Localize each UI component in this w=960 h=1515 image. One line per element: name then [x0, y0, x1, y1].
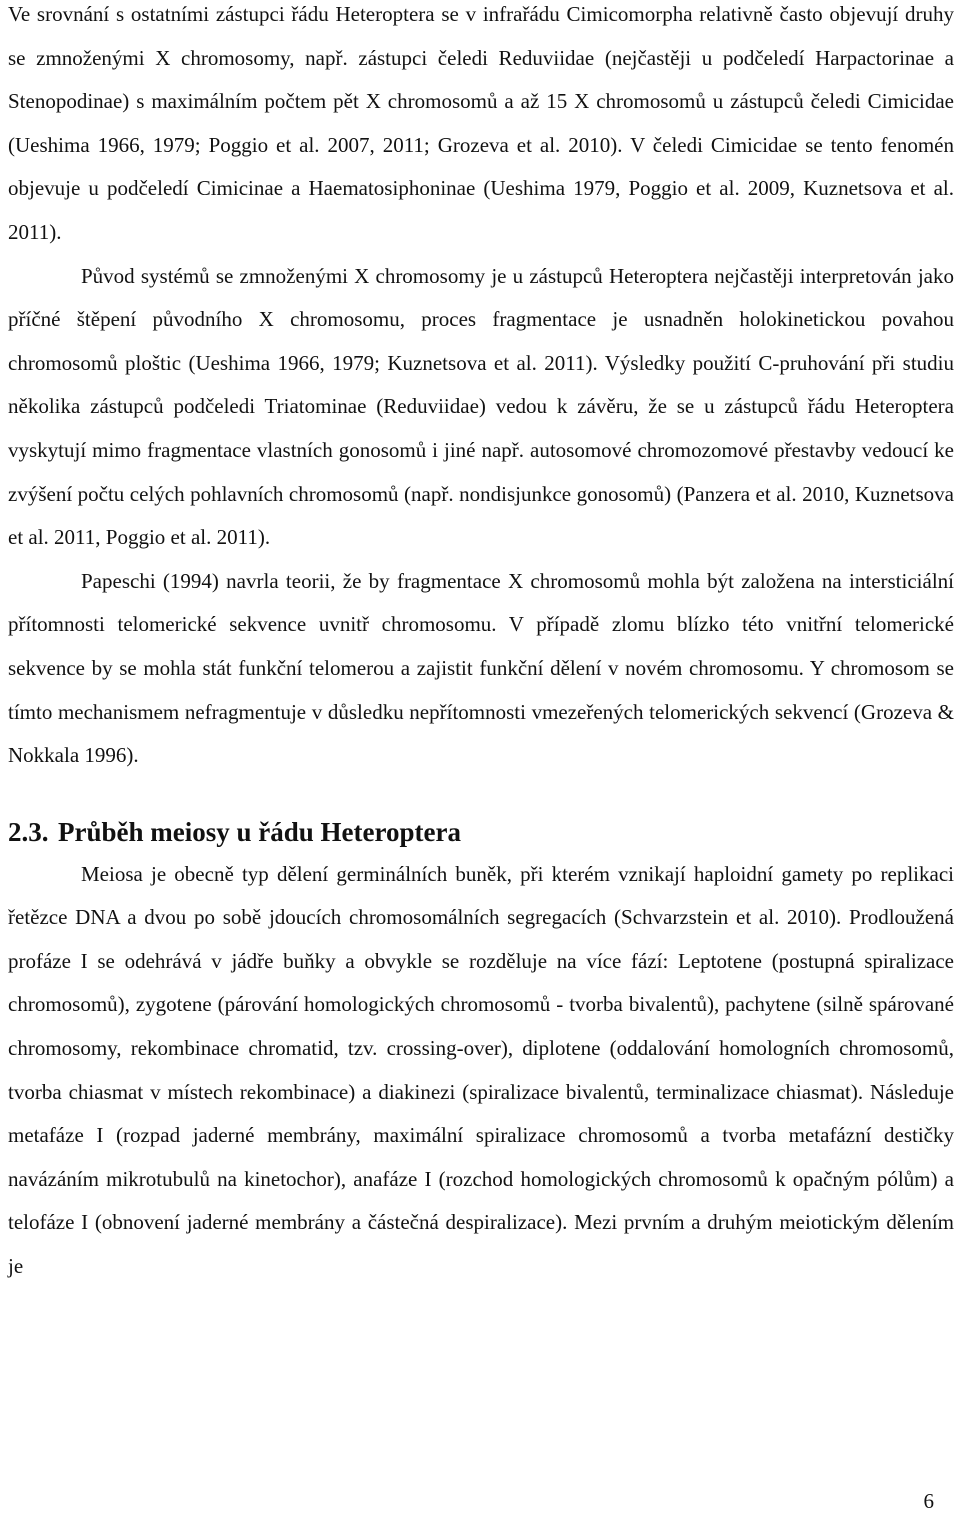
paragraph-meiosis: Meiosa je obecně typ dělení germinálních buněk, při kterém vznikají haploidní gamety po replikaci řetězce DNA a dvou po sobě jdoucích chromosomálních segregacích (Schvarzstein et al. 2010). Prodloužená profáze I se odehrává v jádře buňky a obvykle se rozděluje na více fází: Leptotene (postupná spiralizace chromosomů), zygotene (párování homologických chromosomů - tvorba bivalentů), pachytene (silně spárované chromosomy, rekombinace chromatid, tzv. crossing-over), diplotene (oddalování homologních chromosomů, tvorba chiasmat v místech rekombinace) a diakinezi (spiralizace bivalentů, terminalizace chiasmat). Následuje metafáze I (rozpad jaderné membrány, maximální spiralizace chromosomů a tvorba metafázní destičky navázáním mikrotubulů na kinetochor), anafáze I (rozchod homologických chromosomů k opačným pólům) a telofáze I (obnovení jaderné membrány a částečná despiralizace). Mezi prvním a druhým meiotickým dělením je — [8, 861, 954, 1279]
section-number: 2.3. — [8, 816, 49, 847]
paragraph-papeschi-theory: Papeschi (1994) navrla teorii, že by fragmentace X chromosomů mohla být založena na intersticiální přítomnosti telomerické sekvence uvnitř chromosomu. V případě zlomu blízko této vnitřní telomerické sekvence by se mohla stát funkční telomerou a zajistit funkční dělení v novém chromosomu. Y chromosom se tímto mechanismem nefragmentuje v důsledku nepřítomnosti vmezeřených telomerických sekvencí (Grozeva & Nokkala 1996). — [8, 568, 954, 768]
section-heading — [8, 811, 954, 853]
section-title: Průběh meiosy u řádu Heteroptera — [58, 816, 461, 847]
document-page — [8, 0, 954, 1289]
paragraph-origin-of-multiple-x: Původ systémů se zmnoženými X chromosomy je u zástupců Heteroptera nejčastěji interpretován jako příčné štěpení původního X chromosomu, proces fragmentace je usnadněn holokinetickou povahou chromosomů ploštic (Ueshima 1966, 1979; Kuznetsova et al. 2011). Výsledky použití C-pruhování při studiu několika zástupců podčeledi Triatominae (Reduviidae) vedou k závěru, že se u zástupců řádu Heteroptera vyskytují mimo fragmentace vlastních gonosomů i jiné např. autosomové chromozomové přestavby vedoucí ke zvýšení počtu celých pohlavních chromosomů (např. nondisjunkce gonosomů) (Panzera et al. 2010, Kuznetsova et al. 2011, Poggio et al. 2011). — [8, 263, 954, 550]
paragraph-cimicomorpha: Ve srovnání s ostatními zástupci řádu Heteroptera se v infrařádu Cimicomorpha relativně často objevují druhy se zmnoženými X chromosomy, např. zástupci čeledi Reduviidae (nejčastěji u podčeledí Harpactorinae a Stenopodinae) s maximálním počtem pět X chromosomů a až 15 X chromosomů u zástupců čeledi Cimicidae (Ueshima 1966, 1979; Poggio et al. 2007, 2011; Grozeva et al. 2010). V čeledi Cimicidae se tento fenomén objevuje u podčeledí Cimicinae a Haematosiphoninae (Ueshima 1979, Poggio et al. 2009, Kuznetsova et al. 2011). — [8, 2, 954, 244]
page-number: 6 — [923, 1489, 934, 1513]
